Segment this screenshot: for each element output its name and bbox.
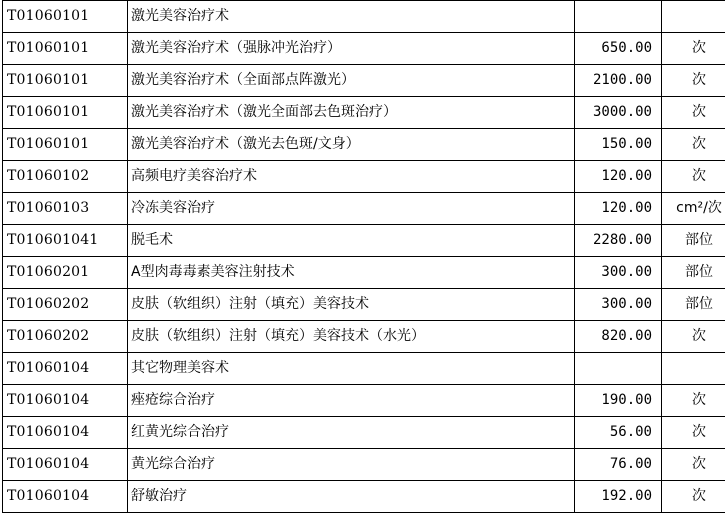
item-price-cell [575, 353, 662, 385]
item-name-cell: 红黄光综合治疗 [128, 417, 575, 449]
item-code-cell: T01060101 [3, 97, 128, 129]
item-name-cell: 黄光综合治疗 [128, 449, 575, 481]
item-price-cell: 192.00 [575, 481, 662, 513]
table-row [3, 385, 725, 417]
item-code-cell: T01060101 [3, 65, 128, 97]
item-code-cell: T01060103 [3, 193, 128, 225]
price-table [2, 0, 725, 513]
item-name-cell: 高频电疗美容治疗术 [128, 161, 575, 193]
item-name-cell: 激光美容治疗术（强脉冲光治疗） [128, 33, 575, 65]
item-code-cell: T01060104 [3, 481, 128, 513]
item-code-cell: T01060201 [3, 257, 128, 289]
table-row [3, 257, 725, 289]
item-name-cell: 激光美容治疗术（激光去色斑/文身） [128, 129, 575, 161]
item-code-cell: T010601041 [3, 225, 128, 257]
item-code-cell: T01060101 [3, 33, 128, 65]
item-code-cell: T01060202 [3, 289, 128, 321]
item-price-cell: 56.00 [575, 417, 662, 449]
item-unit-cell [662, 353, 725, 385]
item-price-cell: 650.00 [575, 33, 662, 65]
item-unit-cell: 次 [662, 97, 725, 129]
item-unit-cell: 次 [662, 417, 725, 449]
item-price-cell: 2100.00 [575, 65, 662, 97]
item-unit-cell: 次 [662, 385, 725, 417]
table-row [3, 193, 725, 225]
table-row [3, 417, 725, 449]
item-name-cell: 皮肤（软组织）注射（填充）美容技术 [128, 289, 575, 321]
item-name-cell: 激光美容治疗术（全面部点阵激光） [128, 65, 575, 97]
item-unit-cell: 部位 [662, 289, 725, 321]
table-row [3, 289, 725, 321]
item-name-cell: 痤疮综合治疗 [128, 385, 575, 417]
item-code-cell: T01060101 [3, 1, 128, 33]
item-price-cell: 300.00 [575, 257, 662, 289]
item-name-cell: 皮肤（软组织）注射（填充）美容技术（水光） [128, 321, 575, 353]
item-name-cell: 脱毛术 [128, 225, 575, 257]
item-unit-cell: 次 [662, 449, 725, 481]
table-row [3, 161, 725, 193]
table-row [3, 1, 725, 33]
item-code-cell: T01060104 [3, 449, 128, 481]
item-unit-cell: 部位 [662, 225, 725, 257]
item-code-cell: T01060104 [3, 353, 128, 385]
table-row [3, 481, 725, 513]
item-name-cell: 激光美容治疗术（激光全面部去色斑治疗） [128, 97, 575, 129]
item-price-cell: 820.00 [575, 321, 662, 353]
item-name-cell: 舒敏治疗 [128, 481, 575, 513]
item-price-cell: 3000.00 [575, 97, 662, 129]
item-price-cell: 120.00 [575, 193, 662, 225]
item-name-cell: A型肉毒毒素美容注射技术 [128, 257, 575, 289]
item-price-cell [575, 1, 662, 33]
item-unit-cell: cm²/次 [662, 193, 725, 225]
table-row [3, 225, 725, 257]
item-price-cell: 76.00 [575, 449, 662, 481]
table-row [3, 129, 725, 161]
item-code-cell: T01060101 [3, 129, 128, 161]
item-price-cell: 150.00 [575, 129, 662, 161]
item-name-cell: 激光美容治疗术 [128, 1, 575, 33]
item-unit-cell: 次 [662, 481, 725, 513]
item-price-cell: 300.00 [575, 289, 662, 321]
item-name-cell: 其它物理美容术 [128, 353, 575, 385]
item-unit-cell: 次 [662, 161, 725, 193]
table-row [3, 97, 725, 129]
item-unit-cell: 次 [662, 33, 725, 65]
item-price-cell: 2280.00 [575, 225, 662, 257]
item-code-cell: T01060202 [3, 321, 128, 353]
item-unit-cell: 部位 [662, 257, 725, 289]
table-row [3, 353, 725, 385]
item-name-cell: 冷冻美容治疗 [128, 193, 575, 225]
table-row [3, 449, 725, 481]
item-unit-cell: 次 [662, 321, 725, 353]
table-body [3, 1, 725, 513]
table-row [3, 65, 725, 97]
item-price-cell: 120.00 [575, 161, 662, 193]
item-unit-cell [662, 1, 725, 33]
item-price-cell: 190.00 [575, 385, 662, 417]
item-unit-cell: 次 [662, 129, 725, 161]
table-row [3, 321, 725, 353]
item-code-cell: T01060102 [3, 161, 128, 193]
item-code-cell: T01060104 [3, 417, 128, 449]
item-unit-cell: 次 [662, 65, 725, 97]
item-code-cell: T01060104 [3, 385, 128, 417]
table-row [3, 33, 725, 65]
